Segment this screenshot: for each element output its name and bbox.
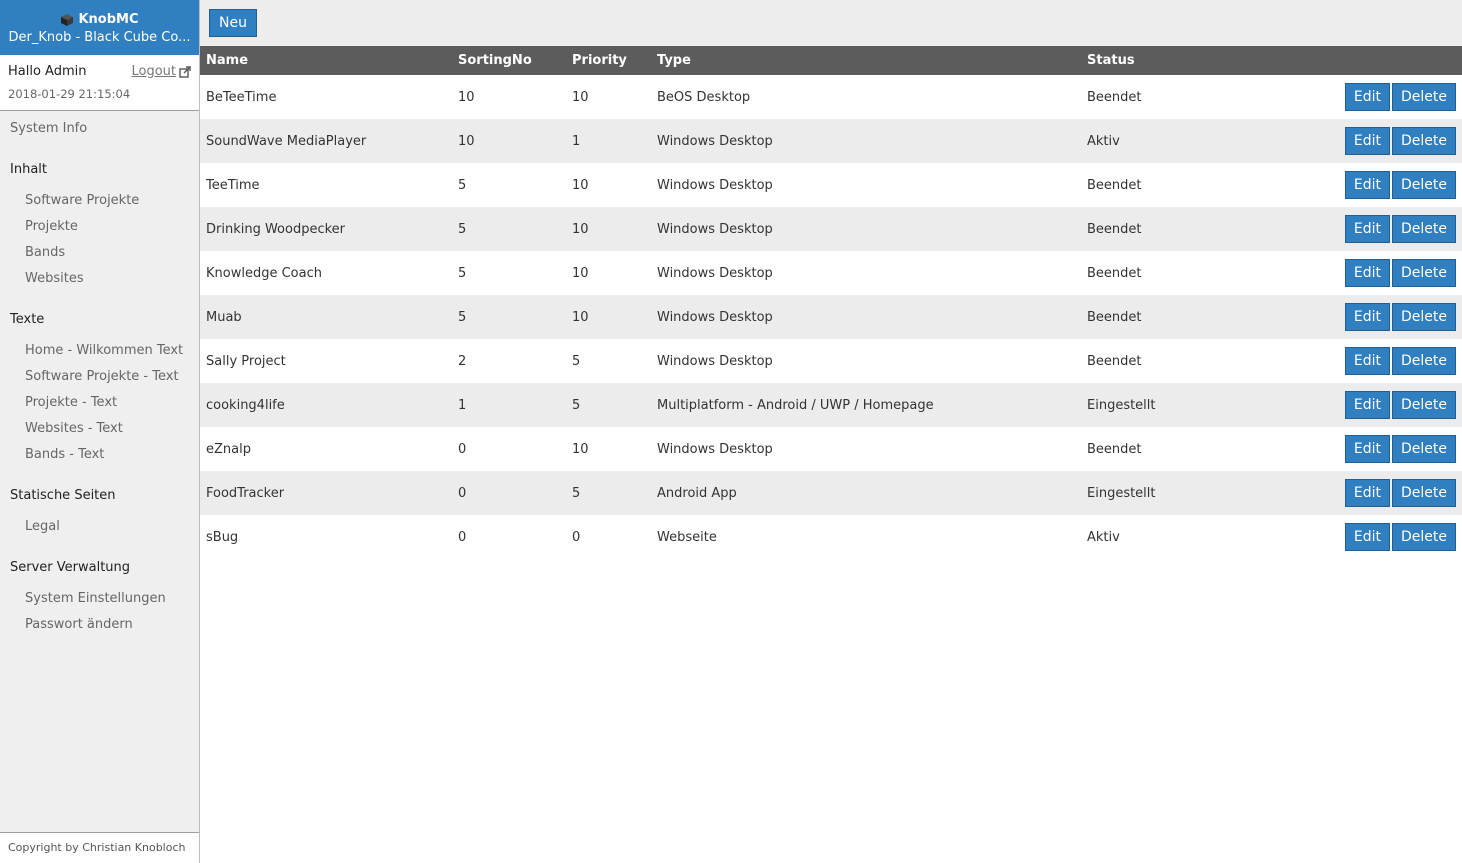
cell-type: Android App xyxy=(657,485,737,501)
cell-type: Windows Desktop xyxy=(657,265,773,281)
cell-sortingno: 1 xyxy=(458,397,467,413)
delete-button[interactable]: Delete xyxy=(1392,215,1456,243)
nav-item[interactable]: Projekte - Text xyxy=(25,395,118,410)
cell-actions xyxy=(1281,471,1462,515)
cell-priority: 10 xyxy=(572,177,589,193)
nav-group-title: Texte xyxy=(10,312,45,327)
cell-name: SoundWave MediaPlayer xyxy=(206,133,367,149)
cell-type: BeOS Desktop xyxy=(657,89,751,105)
copyright: Copyright by Christian Knobloch xyxy=(0,832,199,863)
cell-status: Beendet xyxy=(1087,221,1142,237)
cell-sortingno: 10 xyxy=(458,133,475,149)
cell-status: Beendet xyxy=(1087,441,1142,457)
toolbar xyxy=(200,0,1462,46)
edit-button[interactable]: Edit xyxy=(1345,479,1390,507)
column-header-actions xyxy=(1281,46,1462,75)
cell-status: Beendet xyxy=(1087,265,1142,281)
cell-type: Windows Desktop xyxy=(657,177,773,193)
cell-sortingno: 5 xyxy=(458,309,467,325)
cell-name: TeeTime xyxy=(206,177,260,193)
nav-item[interactable]: Home - Wilkommen Text xyxy=(25,343,184,358)
cell-name: Drinking Woodpecker xyxy=(206,221,346,237)
table-row xyxy=(200,339,1462,383)
table-row xyxy=(200,119,1462,163)
edit-button[interactable]: Edit xyxy=(1345,171,1390,199)
table-row xyxy=(200,427,1462,471)
nav-item[interactable]: Software Projekte - Text xyxy=(25,369,179,384)
cell-actions xyxy=(1281,163,1462,207)
edit-button[interactable]: Edit xyxy=(1345,127,1390,155)
cell-priority: 5 xyxy=(572,397,581,413)
projects-table xyxy=(200,46,1462,559)
delete-button[interactable]: Delete xyxy=(1392,479,1456,507)
nav-item[interactable]: Websites - Text xyxy=(25,421,123,436)
cell-type: Windows Desktop xyxy=(657,353,773,369)
cell-type: Windows Desktop xyxy=(657,133,773,149)
cell-status: Eingestellt xyxy=(1087,397,1156,413)
delete-button[interactable]: Delete xyxy=(1392,303,1456,331)
cell-sortingno: 0 xyxy=(458,529,467,545)
cell-priority: 1 xyxy=(572,133,581,149)
cell-sortingno: 5 xyxy=(458,221,467,237)
cell-name: FoodTracker xyxy=(206,485,285,501)
column-header-name[interactable]: Name xyxy=(206,53,249,68)
cell-status: Eingestellt xyxy=(1087,485,1156,501)
new-button[interactable]: Neu xyxy=(209,9,257,37)
cell-status: Beendet xyxy=(1087,177,1142,193)
edit-button[interactable]: Edit xyxy=(1345,303,1390,331)
cell-type: Webseite xyxy=(657,529,717,545)
cell-actions xyxy=(1281,515,1462,559)
cell-sortingno: 5 xyxy=(458,177,467,193)
app-name: KnobMC xyxy=(78,12,139,27)
table-row xyxy=(200,251,1462,295)
delete-button[interactable]: Delete xyxy=(1392,347,1456,375)
cell-status: Aktiv xyxy=(1087,133,1120,149)
cell-priority: 10 xyxy=(572,309,589,325)
table-row xyxy=(200,383,1462,427)
column-header-type[interactable]: Type xyxy=(657,53,691,68)
delete-button[interactable]: Delete xyxy=(1392,259,1456,287)
edit-button[interactable]: Edit xyxy=(1345,347,1390,375)
cell-type: Windows Desktop xyxy=(657,309,773,325)
cell-priority: 10 xyxy=(572,221,589,237)
cell-type: Windows Desktop xyxy=(657,441,773,457)
table-row xyxy=(200,471,1462,515)
login-timestamp: 2018-01-29 21:15:04 xyxy=(8,87,131,101)
nav-system-info[interactable]: System Info xyxy=(10,121,88,136)
nav-item[interactable]: Passwort ändern xyxy=(25,617,133,632)
cell-name: sBug xyxy=(206,529,239,545)
cell-status: Beendet xyxy=(1087,353,1142,369)
delete-button[interactable]: Delete xyxy=(1392,523,1456,551)
cell-sortingno: 2 xyxy=(458,353,467,369)
edit-button[interactable]: Edit xyxy=(1345,83,1390,111)
column-header-priority[interactable]: Priority xyxy=(572,53,627,68)
nav-item[interactable]: Bands xyxy=(25,245,66,260)
cell-actions xyxy=(1281,427,1462,471)
cell-actions xyxy=(1281,383,1462,427)
cell-actions xyxy=(1281,295,1462,339)
nav-item[interactable]: Websites xyxy=(25,271,84,286)
app-subtitle: Der_Knob - Black Cube Co... xyxy=(8,30,191,45)
user-box xyxy=(0,55,199,111)
table-body xyxy=(200,75,1462,559)
brand-header[interactable] xyxy=(0,0,199,55)
nav-group-title: Statische Seiten xyxy=(10,488,116,503)
edit-button[interactable]: Edit xyxy=(1345,523,1390,551)
logout-link[interactable] xyxy=(131,63,191,80)
table-row xyxy=(200,295,1462,339)
cell-sortingno: 0 xyxy=(458,441,467,457)
greeting: Hallo Admin xyxy=(8,64,87,79)
sidebar xyxy=(0,0,200,863)
nav-item[interactable]: Software Projekte xyxy=(25,193,140,208)
cell-status: Aktiv xyxy=(1087,529,1120,545)
cell-name: Sally Project xyxy=(206,353,286,369)
nav-group-title: Server Verwaltung xyxy=(10,560,131,575)
edit-button[interactable]: Edit xyxy=(1345,259,1390,287)
nav-item[interactable]: Legal xyxy=(25,519,60,534)
cell-name: Knowledge Coach xyxy=(206,265,322,281)
delete-button[interactable]: Delete xyxy=(1392,435,1456,463)
cube-icon xyxy=(60,13,74,27)
cell-actions xyxy=(1281,339,1462,383)
main-content xyxy=(200,0,1462,863)
edit-button[interactable]: Edit xyxy=(1345,391,1390,419)
cell-actions xyxy=(1281,251,1462,295)
table-header-row xyxy=(200,46,1462,75)
cell-name: eZnalp xyxy=(206,441,251,457)
cell-name: cooking4life xyxy=(206,397,285,413)
table-row xyxy=(200,163,1462,207)
cell-priority: 5 xyxy=(572,353,581,369)
table-row xyxy=(200,207,1462,251)
logout-label: Logout xyxy=(131,64,176,79)
column-header-status[interactable]: Status xyxy=(1087,53,1135,68)
cell-sortingno: 10 xyxy=(458,89,475,105)
cell-name: Muab xyxy=(206,309,242,325)
cell-name: BeTeeTime xyxy=(206,89,277,105)
cell-priority: 10 xyxy=(572,89,589,105)
edit-button[interactable]: Edit xyxy=(1345,215,1390,243)
nav-item[interactable]: Projekte xyxy=(25,219,78,234)
cell-actions xyxy=(1281,75,1462,119)
cell-priority: 10 xyxy=(572,441,589,457)
cell-priority: 0 xyxy=(572,529,581,545)
cell-actions xyxy=(1281,207,1462,251)
cell-priority: 10 xyxy=(572,265,589,281)
delete-button[interactable]: Delete xyxy=(1392,83,1456,111)
cell-status: Beendet xyxy=(1087,309,1142,325)
cell-type: Windows Desktop xyxy=(657,221,773,237)
column-header-sortingno[interactable]: SortingNo xyxy=(458,53,532,68)
cell-actions xyxy=(1281,119,1462,163)
brand-title-row xyxy=(0,11,199,28)
nav-menu xyxy=(0,111,199,638)
table-row xyxy=(200,75,1462,119)
cell-priority: 5 xyxy=(572,485,581,501)
edit-button[interactable]: Edit xyxy=(1345,435,1390,463)
cell-sortingno: 5 xyxy=(458,265,467,281)
cell-sortingno: 0 xyxy=(458,485,467,501)
table-row xyxy=(200,515,1462,559)
nav-item[interactable]: Bands - Text xyxy=(25,447,105,462)
cell-status: Beendet xyxy=(1087,89,1142,105)
nav-group-title: Inhalt xyxy=(10,162,47,177)
external-link-icon xyxy=(179,66,191,78)
delete-button[interactable]: Delete xyxy=(1392,391,1456,419)
nav-item[interactable]: System Einstellungen xyxy=(25,591,166,606)
delete-button[interactable]: Delete xyxy=(1392,171,1456,199)
delete-button[interactable]: Delete xyxy=(1392,127,1456,155)
cell-type: Multiplatform - Android / UWP / Homepage xyxy=(657,397,934,413)
